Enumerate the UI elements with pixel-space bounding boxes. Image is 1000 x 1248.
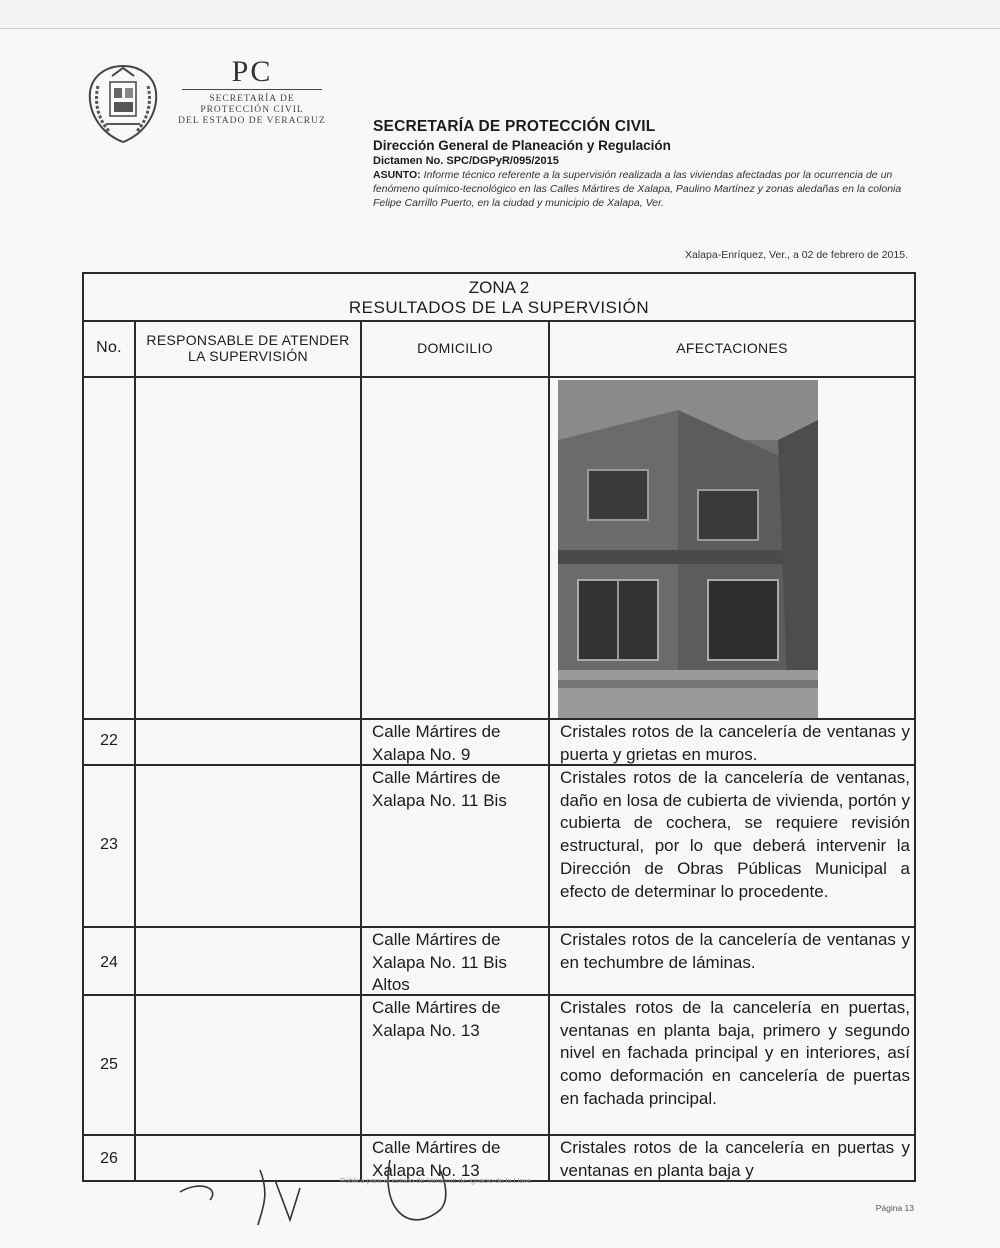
damage-photo [558,380,818,720]
row-number: 24 [100,954,118,971]
col-divider [548,320,550,1182]
page-number: Página 13 [875,1203,914,1213]
results-table [82,272,916,1182]
dictamen-value: SPC/DGPyR/095/2015 [446,155,559,167]
col-header-no: No. [84,320,134,378]
domicilio-cell: Calle Mártires de Xalapa No. 9 [372,722,501,764]
row-divider [84,718,914,720]
asunto-text: Informe técnico referente a la supervisión realizada a las viviendas afectadas por la ocurrencia de un fenómeno químico-tecnológico en las Calles Mártires de Xalapa, Paulino Martínez y zonas aledañas en la colonia Felipe Carrillo Puerto, en la ciudad y municipio de Xalapa, Ver. [373,169,902,209]
afectaciones-cell: Cristales rotos de la cancelería en puertas y ventanas en planta baja y [560,1138,910,1180]
row-number: 25 [100,1056,118,1073]
logo-line-3: DEL ESTADO DE VERACRUZ [178,116,326,126]
dictamen-label: Dictamen No. [373,155,444,167]
col-divider [360,320,362,1182]
afectaciones-cell: Cristales rotos de la cancelería en puertas, ventanas en planta baja, primero y segundo nivel en fachada principal y en interiores, así como deformación en cancelería de puertas en fachada principal. [560,998,910,1108]
row-number: 22 [100,732,118,749]
dictamen-number [373,155,913,167]
header-title: SECRETARÍA DE PROTECCIÓN CIVIL [373,118,656,135]
col-header-domicilio: DOMICILIO [362,320,548,378]
col-header-afectaciones: AFECTACIONES [550,320,914,378]
afectaciones-cell: Cristales rotos de la cancelería de ventanas y puerta y grietas en muros. [560,722,910,764]
state-seal-emblem [84,62,162,146]
results-title: RESULTADOS DE LA SUPERVISIÓN [348,298,650,317]
row-number: 23 [100,836,118,853]
domicilio-cell: Calle Mártires de Xalapa No. 11 Bis Altos [372,930,507,995]
domicilio-cell: Calle Mártires de Xalapa No. 13 [372,1138,501,1180]
logo-divider [182,89,322,90]
zone-header [84,274,914,322]
row-divider [84,1134,914,1136]
asunto-label: ASUNTO: [373,169,421,181]
logo-text [166,55,338,127]
handwritten-signature [140,1140,460,1230]
header-subtitle: Dirección General de Planeación y Regulación [373,138,671,153]
logo-initials: PC [231,55,273,88]
afectaciones-cell: Cristales rotos de la cancelería de ventanas y en techumbre de láminas. [560,930,910,972]
place-date: Xalapa-Enríquez, Ver., a 02 de febrero de 2015. [685,249,908,261]
col-divider [134,320,136,1182]
domicilio-cell: Calle Mártires de Xalapa No. 13 [372,998,501,1040]
afectaciones-cell: Cristales rotos de la cancelería de ventanas, daño en losa de cubierta de vivienda, portón y cubierta de cochera, se requiere revisión estructural, por lo que deberá intervenir la Dirección de Obras Públicas Municipal a efecto de determinar lo procedente. [560,768,910,901]
row-divider [84,926,914,928]
document-header [373,118,913,210]
asunto [373,168,913,210]
logo-line-2: PROTECCIÓN CIVIL [200,105,304,115]
footer-note: Pública para el estado de Veracruz de Ignacio de la Llave [340,1176,532,1185]
logo-line-1: SECRETARÍA DE [209,94,295,104]
col-header-responsable: RESPONSABLE DE ATENDER LA SUPERVISIÓN [136,320,360,378]
row-number: 26 [100,1150,118,1167]
zone-title: ZONA 2 [468,278,530,297]
domicilio-cell: Calle Mártires de Xalapa No. 11 Bis [372,768,507,810]
